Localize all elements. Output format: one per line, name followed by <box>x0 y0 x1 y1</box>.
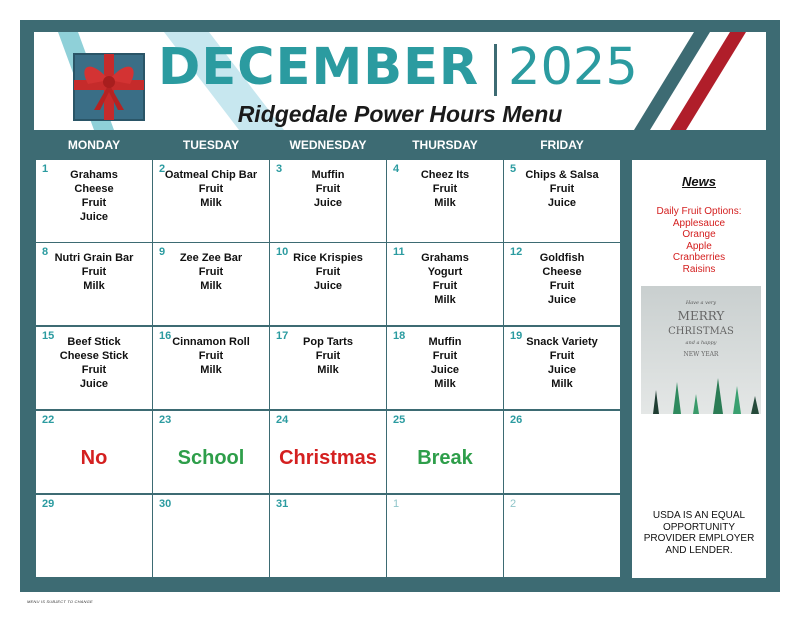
menu-items <box>270 251 386 293</box>
menu-item: Milk <box>434 197 456 209</box>
menu-items <box>504 168 620 210</box>
usda-statement <box>632 510 766 556</box>
menu-items <box>387 251 503 307</box>
news-list <box>632 206 766 275</box>
menu-item: Fruit <box>315 266 341 278</box>
calendar-day-cell <box>36 160 152 242</box>
usda-line: AND LENDER. <box>665 544 733 556</box>
menu-item: Juice <box>547 364 577 376</box>
day-header-monday: MONDAY <box>67 138 121 152</box>
menu-items <box>387 168 503 210</box>
footnote: MENU IS SUBJECT TO CHANGE <box>27 599 93 604</box>
menu-item: Cheese Stick <box>59 350 129 362</box>
day-number: 12 <box>510 246 523 258</box>
calendar-day-cell <box>36 243 152 325</box>
day-number: 4 <box>393 163 400 175</box>
menu-item: Pop Tarts <box>303 336 353 348</box>
calendar-day-cell <box>270 411 386 493</box>
menu-item: Fruit <box>198 183 224 195</box>
title-separator <box>494 44 497 96</box>
calendar-day-cell <box>387 327 503 409</box>
title-month: DECEMBER <box>158 38 480 97</box>
menu-item: Milk <box>317 364 339 376</box>
holiday-label: Break <box>417 447 473 469</box>
day-number: 29 <box>42 498 55 510</box>
day-number: 22 <box>42 414 55 426</box>
menu-item: Juice <box>79 378 109 390</box>
menu-items <box>36 251 152 293</box>
calendar-day-cell <box>270 327 386 409</box>
menu-item: Fruit <box>315 183 341 195</box>
menu-item: Muffin <box>311 169 345 181</box>
day-number: 2 <box>510 498 517 510</box>
menu-item: Cinnamon Roll <box>172 336 250 348</box>
calendar-day-cell <box>387 243 503 325</box>
day-number: 3 <box>276 163 283 175</box>
calendar-day-cell <box>153 327 269 409</box>
card-line2: MERRY <box>677 309 725 323</box>
menu-item: Fruit <box>315 350 341 362</box>
menu-item: Fruit <box>432 280 458 292</box>
menu-items <box>270 168 386 210</box>
menu-item: Fruit <box>549 183 575 195</box>
menu-item: Juice <box>313 280 343 292</box>
day-number: 23 <box>159 414 172 426</box>
menu-items <box>153 168 269 210</box>
calendar-day-cell <box>504 495 620 577</box>
calendar-day-cell <box>270 160 386 242</box>
menu-item: Fruit <box>549 350 575 362</box>
menu-item: Chips & Salsa <box>525 169 599 181</box>
menu-items <box>153 251 269 293</box>
usda-line: USDA IS AN EQUAL <box>652 510 746 521</box>
menu-item: Milk <box>83 280 105 292</box>
day-number: 17 <box>276 330 289 342</box>
calendar-day-cell <box>153 495 269 577</box>
day-number: 9 <box>159 246 166 258</box>
menu-item: Goldfish <box>539 252 585 264</box>
calendar-day-cell <box>153 243 269 325</box>
menu-item: Juice <box>313 197 343 209</box>
menu-item: Nutri Grain Bar <box>54 252 134 264</box>
calendar-day-cell <box>504 411 620 493</box>
day-header-wednesday: WEDNESDAY <box>289 138 367 152</box>
day-number: 25 <box>393 414 406 426</box>
menu-items <box>36 168 152 224</box>
calendar-day-cell <box>387 160 503 242</box>
calendar-day-cell <box>504 160 620 242</box>
menu-items <box>270 335 386 377</box>
menu-item: Juice <box>547 294 577 306</box>
card-line5: NEW YEAR <box>683 351 719 358</box>
day-number: 30 <box>159 498 172 510</box>
menu-item: Yogurt <box>427 266 463 278</box>
menu-item: Zee Zee Bar <box>179 252 243 264</box>
menu-item: Fruit <box>81 266 107 278</box>
day-number: 8 <box>42 246 49 258</box>
news-item: Cranberries <box>672 252 726 263</box>
menu-item: Fruit <box>198 350 224 362</box>
menu-item: Beef Stick <box>67 336 121 348</box>
news-item: Applesauce <box>672 217 726 229</box>
news-item: Orange <box>682 229 716 240</box>
card-line4: and a happy <box>685 340 717 346</box>
usda-line: OPPORTUNITY <box>662 521 736 533</box>
menu-item: Cheez Its <box>420 169 470 181</box>
menu-item: Fruit <box>432 350 458 362</box>
calendar-day-cell <box>387 411 503 493</box>
calendar-header <box>34 32 766 130</box>
menu-item: Rice Krispies <box>293 252 363 264</box>
calendar-day-cell <box>504 243 620 325</box>
title-year: 2025 <box>508 38 638 97</box>
menu-item: Fruit <box>549 280 575 292</box>
menu-item: Milk <box>200 280 222 292</box>
day-header-thursday: THURSDAY <box>412 138 478 152</box>
menu-item: Milk <box>434 378 456 390</box>
holiday-label: School <box>177 447 245 469</box>
calendar-day-cell <box>36 327 152 409</box>
menu-item: Milk <box>200 197 222 209</box>
calendar-day-cell <box>36 495 152 577</box>
calendar-day-cell <box>36 411 152 493</box>
menu-item: Fruit <box>198 266 224 278</box>
menu-subtitle: Ridgedale Power Hours Menu <box>237 101 563 127</box>
christmas-card-image <box>641 286 761 414</box>
calendar-day-cell <box>387 495 503 577</box>
day-number: 11 <box>393 246 405 258</box>
day-number: 24 <box>276 414 289 426</box>
news-title: News <box>682 174 716 189</box>
day-number: 31 <box>276 498 289 510</box>
holiday-label: No <box>80 447 108 469</box>
day-number: 16 <box>159 330 172 342</box>
news-item: Raisins <box>682 263 716 275</box>
day-number: 19 <box>510 330 523 342</box>
calendar-day-cell <box>270 243 386 325</box>
news-item: Daily Fruit Options: <box>656 206 742 217</box>
calendar-day-cell <box>270 495 386 577</box>
menu-item: Cheese <box>542 266 582 278</box>
menu-items <box>504 251 620 307</box>
menu-item: Juice <box>547 197 577 209</box>
day-number: 1 <box>393 498 400 510</box>
menu-item: Milk <box>551 378 573 390</box>
card-line1: Have a very <box>685 300 717 306</box>
day-number: 10 <box>276 246 289 258</box>
day-number: 15 <box>42 330 55 342</box>
day-header-tuesday: TUESDAY <box>182 138 240 152</box>
day-header-friday: FRIDAY <box>540 138 584 152</box>
menu-item: Oatmeal Chip Bar <box>164 169 258 181</box>
menu-item: Juice <box>79 211 109 223</box>
menu-items <box>36 335 152 391</box>
holiday-label: Christmas <box>279 447 377 469</box>
usda-line: PROVIDER EMPLOYER <box>643 533 755 544</box>
day-number: 1 <box>42 163 49 175</box>
menu-item: Milk <box>434 294 456 306</box>
day-number: 18 <box>393 330 406 342</box>
calendar-day-cell <box>153 411 269 493</box>
menu-item: Fruit <box>81 197 107 209</box>
card-line3: CHRISTMAS <box>668 326 734 337</box>
menu-item: Fruit <box>432 183 458 195</box>
menu-item: Grahams <box>421 252 469 264</box>
menu-items <box>504 335 620 391</box>
menu-item: Fruit <box>81 364 107 376</box>
menu-item: Snack Variety <box>526 336 598 348</box>
day-number: 5 <box>510 163 517 175</box>
calendar-day-cell <box>153 160 269 242</box>
menu-items <box>153 335 269 377</box>
day-number: 26 <box>510 414 523 426</box>
menu-item: Grahams <box>70 169 118 181</box>
day-number: 2 <box>159 163 166 175</box>
calendar-day-cell <box>504 327 620 409</box>
news-item: Apple <box>686 240 712 252</box>
news-sidebar <box>632 160 766 578</box>
menu-item: Cheese <box>74 183 114 195</box>
menu-item: Milk <box>200 364 222 376</box>
menu-item: Muffin <box>428 336 462 348</box>
menu-item: Juice <box>430 364 460 376</box>
menu-items <box>387 335 503 391</box>
